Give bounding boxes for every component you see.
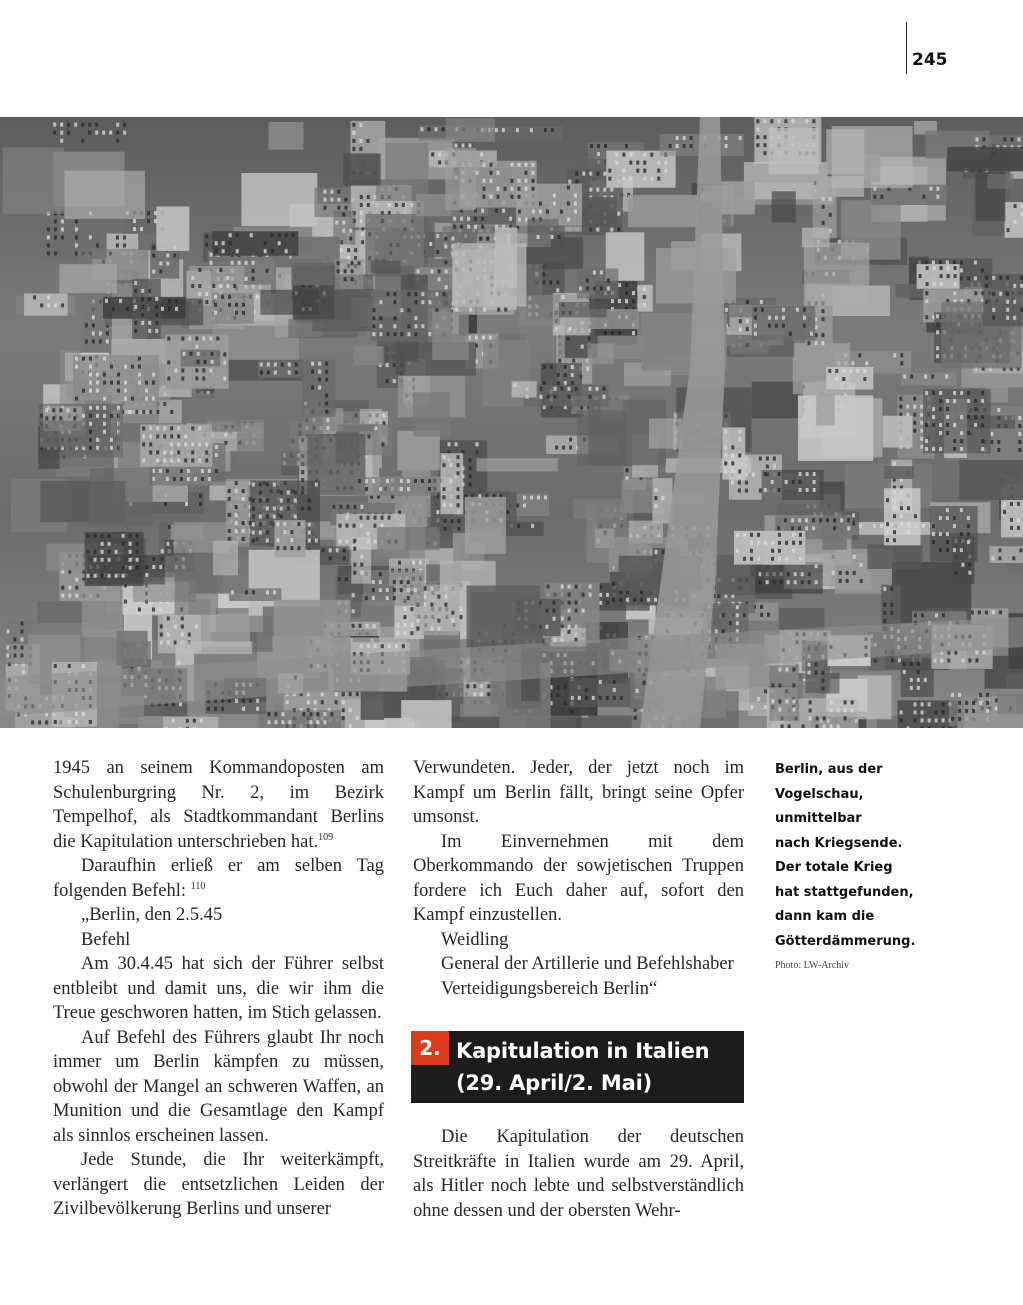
section-heading: [411, 1031, 744, 1103]
photo-caption: Berlin, aus der Vogelschau, unmittelbar nach Kriegsende. Der totale Krieg hat stattgefunden, dann kam die Götterdämmerung.: [775, 762, 916, 949]
aerial-photo: [0, 117, 1023, 728]
paragraph: „Berlin, den 2.5.45: [81, 905, 223, 925]
text-column-left: [53, 756, 384, 1222]
paragraph: Daraufhin erließ er am selben Tag folgenden Befehl: $^{110}$: [53, 856, 384, 901]
paragraph: Die Kapitulation der deutschen Streitkräfte in Italien wurde am 29. April, als Hitler noch lebte und selbstverständlich ohne dessen und der obersten Wehr-: [413, 1127, 744, 1221]
ruins-photo-illustration: [0, 117, 1023, 728]
paragraph: Weidling: [441, 929, 509, 950]
paragraph: Im Einvernehmen mit dem Oberkommando der sowjetischen Truppen fordere ich Euch daher auf, sofort den Kampf einzustellen.: [413, 831, 744, 925]
text-column-right-continued: [413, 1125, 744, 1223]
paragraph: General der Artillerie und Befehlshaber Verteidigungsbereich Berlin“: [441, 954, 734, 999]
paragraph: Befehl: [81, 929, 131, 950]
paragraph: Auf Befehl des Führers glaubt Ihr noch immer um Berlin kämpfen zu müssen, obwohl der Mangel an schweren Waffen, an Munition und die Gesamtlage den Kampf als sinnlos erscheinen lassen.: [53, 1027, 384, 1146]
page-number: 245: [912, 50, 948, 70]
photo-credit: Photo: LW-Archiv: [775, 960, 849, 971]
section-number: 2.: [411, 1031, 449, 1065]
text-column-right: [413, 756, 744, 1001]
section-title: Kapitulation in Italien (29. April/2. Mai): [456, 1039, 710, 1095]
header-rule: [906, 22, 907, 74]
paragraph: 1945 an seinem Kommandoposten am Schulenburgring Nr. 2, im Bezirk Tempelhof, als Stadtkommandant Berlins die Kapitulation unterschrieben hat.$^{109}$: [53, 758, 384, 852]
paragraph: Am 30.4.45 hat sich der Führer selbst entbleibt und damit uns, die wir ihm die Treue geschworen hatten, im Stich gelassen.: [53, 954, 384, 1023]
paragraph: Verwundeten. Jeder, der jetzt noch im Kampf um Berlin fällt, bringt seine Opfer umsonst.: [413, 758, 744, 827]
paragraph: Jede Stunde, die Ihr weiterkämpft, verlängert die entsetzlichen Leiden der Zivilbevölkerung Berlins und unserer: [53, 1150, 384, 1219]
